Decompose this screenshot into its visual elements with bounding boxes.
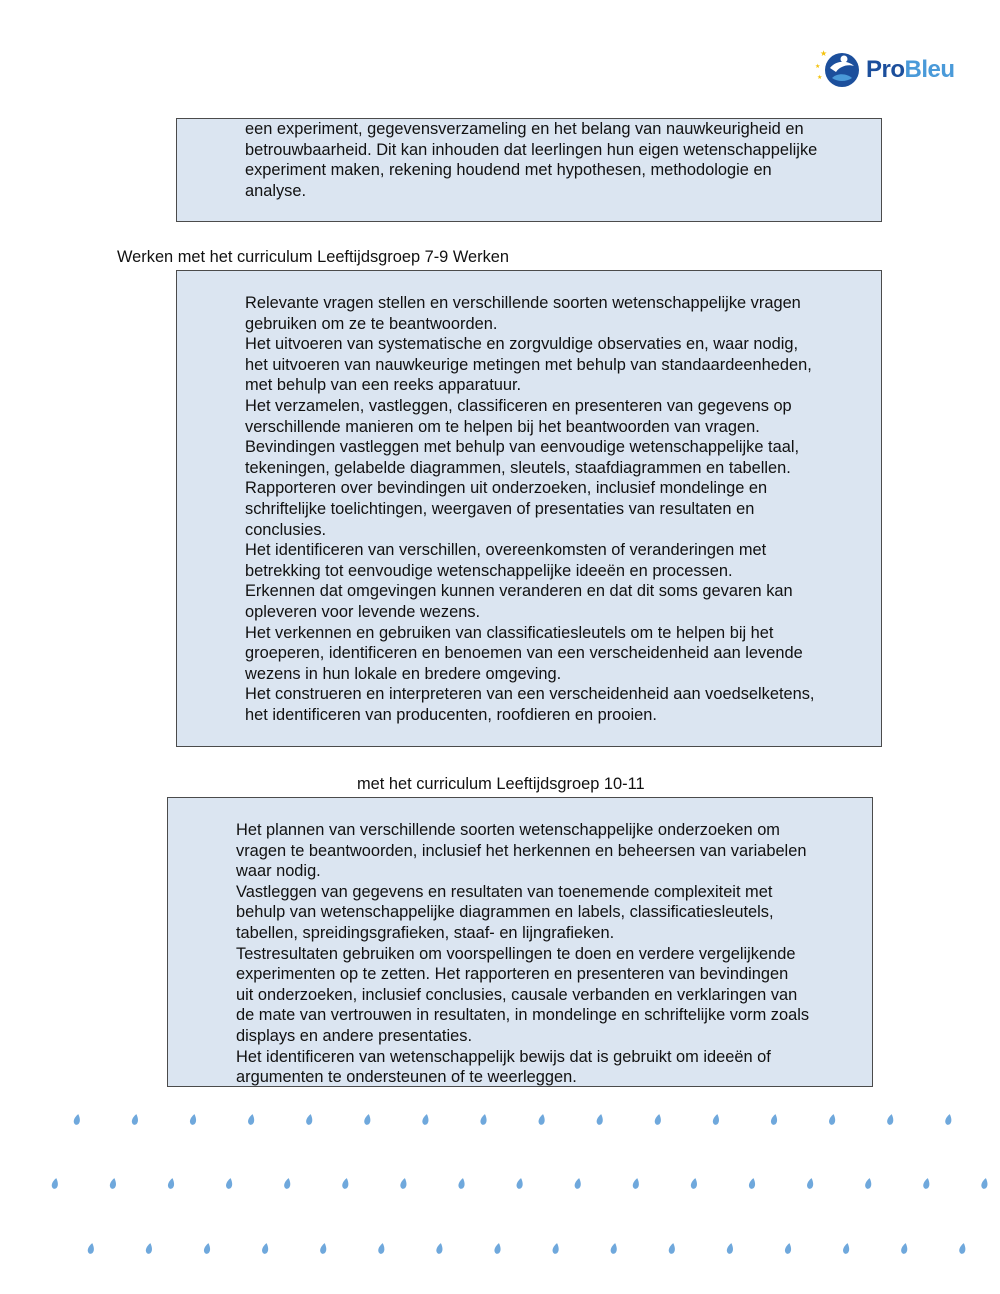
text-line: Het uitvoeren van systematische en zorgvuldige observaties en, waar nodig, xyxy=(245,335,799,354)
drop-icon xyxy=(748,1178,756,1190)
curriculum-box-intro xyxy=(176,118,882,222)
text-line: het identificeren van producenten, roofdieren en prooien. xyxy=(245,705,657,724)
curriculum-box-7-9 xyxy=(176,270,882,747)
probleu-logo xyxy=(814,46,964,92)
drop-icon xyxy=(828,1114,836,1126)
text-line: Het identificeren van wetenschappelijk bewijs dat is gebruikt om ideeën of xyxy=(236,1047,771,1066)
text-line: Relevante vragen stellen en verschillende soorten wetenschappelijke vragen xyxy=(245,294,801,312)
drop-icon xyxy=(73,1114,81,1126)
text-line: analyse. xyxy=(245,181,307,200)
text-line: experimenten op te zetten. Het rapporteren en presenteren van bevindingen xyxy=(236,965,789,984)
drop-icon xyxy=(981,1178,989,1190)
drop-icon xyxy=(900,1243,908,1255)
drop-icon xyxy=(422,1114,430,1126)
drop-icon xyxy=(574,1178,582,1190)
drop-icon xyxy=(225,1178,233,1190)
text-line: Het verzamelen, vastleggen, classificeren en presenteren van gegevens op xyxy=(245,396,792,415)
drop-icon xyxy=(770,1114,778,1126)
text-line: wezens in hun lokale en bredere omgeving. xyxy=(245,664,562,683)
text-line: argumenten te ondersteunen of te weerleggen. xyxy=(236,1068,577,1087)
text-line: waar nodig. xyxy=(236,862,321,881)
drop-icon xyxy=(436,1243,444,1255)
text-line: Rapporteren over bevindingen uit onderzoeken, inclusief mondelinge en xyxy=(245,479,768,498)
drop-icon xyxy=(480,1114,488,1126)
drop-pattern xyxy=(0,1100,1000,1294)
drop-icon xyxy=(131,1114,139,1126)
section-heading-7-9: Werken met het curriculum Leeftijdsgroep 7-9 Werken xyxy=(117,248,510,266)
text-line: Vastleggen van gegevens en resultaten van toenemende complexiteit met xyxy=(236,882,773,901)
text-line: gebruiken om ze te beantwoorden. xyxy=(245,314,498,333)
drop-icon xyxy=(305,1114,313,1126)
probleu-logo-icon xyxy=(814,46,862,92)
text-line: conclusies. xyxy=(245,520,327,539)
drop-icon xyxy=(203,1243,211,1255)
text-line: de mate van vertrouwen in resultaten, in mondelinge en schriftelijke vorm zoals xyxy=(236,1006,810,1025)
box-text xyxy=(245,119,817,201)
drop-icon xyxy=(668,1243,676,1255)
text-line: betrouwbaarheid. Dit kan inhouden dat leerlingen hun eigen wetenschappelijke xyxy=(245,140,818,159)
box-text xyxy=(236,820,809,1088)
drop-icon xyxy=(690,1178,698,1190)
drop-icon xyxy=(726,1243,734,1255)
drop-icon xyxy=(959,1243,967,1255)
drop-icon xyxy=(596,1114,604,1126)
text-line: tekeningen, gelabelde diagrammen, sleutels, staafdiagrammen en tabellen. xyxy=(245,458,791,477)
drop-icon xyxy=(458,1178,466,1190)
text-line: experiment maken, rekening houdend met hypothesen, methodologie en xyxy=(245,161,772,180)
text-line: uit onderzoeken, inclusief conclusies, causale verbanden en verklaringen van xyxy=(236,985,798,1004)
text-line: behulp van wetenschappelijke diagrammen en labels, classificatiesleutels, xyxy=(236,903,774,922)
text-line: Het identificeren van verschillen, overeenkomsten of veranderingen met xyxy=(245,541,767,560)
drop-icon xyxy=(842,1243,850,1255)
text-line: het uitvoeren van nauwkeurige metingen met behulp van standaardeenheden, xyxy=(245,355,812,374)
text-line: betrekking tot eenvoudige wetenschappelijke ideeën en processen. xyxy=(245,561,733,580)
drop-icon xyxy=(806,1178,814,1190)
text-line: vragen te beantwoorden, inclusief het herkennen en beheersen van variabelen xyxy=(236,841,807,860)
section-heading-10-11: met het curriculum Leeftijdsgroep 10-11 xyxy=(357,775,645,793)
drop-icon xyxy=(516,1178,524,1190)
text-line: Bevindingen vastleggen met behulp van eenvoudige wetenschappelijke taal, xyxy=(245,438,800,457)
text-line: opleveren voor levende wezens. xyxy=(245,602,481,621)
svg-text:★: ★ xyxy=(815,63,821,70)
drop-icon xyxy=(400,1178,408,1190)
drop-icon xyxy=(189,1114,197,1126)
drop-icon xyxy=(109,1178,117,1190)
text-line: displays en andere presentaties. xyxy=(236,1026,472,1045)
drop-icon xyxy=(378,1243,386,1255)
drop-icon xyxy=(261,1243,269,1255)
text-line: Het verkennen en gebruiken van classificatiesleutels om te helpen bij het xyxy=(245,623,774,642)
logo-text: ProBleu xyxy=(866,56,955,83)
curriculum-box-10-11 xyxy=(167,797,873,1087)
drop-icon xyxy=(167,1178,175,1190)
drop-icon xyxy=(538,1114,546,1126)
text-line: Het construeren en interpreteren van een verscheidenheid aan voedselketens, xyxy=(245,685,815,704)
drop-icon xyxy=(654,1114,662,1126)
box-text xyxy=(245,293,815,725)
text-line: een experiment, gegevensverzameling en het belang van nauwkeurigheid en xyxy=(245,120,804,138)
text-line: Het plannen van verschillende soorten wetenschappelijke onderzoeken om xyxy=(236,821,780,839)
text-line: tabellen, spreidingsgrafieken, staaf- en lijngrafieken. xyxy=(236,923,615,942)
drop-icon xyxy=(283,1178,291,1190)
svg-text:★: ★ xyxy=(820,49,828,58)
svg-text:★: ★ xyxy=(817,74,823,81)
drop-icon xyxy=(552,1243,560,1255)
text-line: verschillende manieren om te helpen bij het beantwoorden van vragen. xyxy=(245,417,760,436)
drop-icon xyxy=(364,1114,372,1126)
drop-icon xyxy=(145,1243,153,1255)
drop-icon xyxy=(247,1114,255,1126)
drop-icon xyxy=(923,1178,931,1190)
text-line: Erkennen dat omgevingen kunnen veranderen en dat dit soms gevaren kan xyxy=(245,582,793,601)
drop-icon xyxy=(945,1114,953,1126)
drop-icon xyxy=(51,1178,59,1190)
drop-icon xyxy=(342,1178,350,1190)
text-line: Testresultaten gebruiken om voorspellingen te doen en verdere vergelijkende xyxy=(236,944,796,963)
drop-icon xyxy=(610,1243,618,1255)
text-line: met behulp van een reeks apparatuur. xyxy=(245,376,522,395)
drop-icon xyxy=(712,1114,720,1126)
drop-icon xyxy=(886,1114,894,1126)
text-line: schriftelijke toelichtingen, weergaven of presentaties van resultaten en xyxy=(245,499,755,518)
drop-icon xyxy=(87,1243,95,1255)
drop-icon xyxy=(864,1178,872,1190)
drop-icon xyxy=(632,1178,640,1190)
text-line: groeperen, identificeren en benoemen van een verscheidenheid aan levende xyxy=(245,644,803,663)
drop-icon xyxy=(319,1243,327,1255)
drop-icon xyxy=(784,1243,792,1255)
drop-icon xyxy=(494,1243,502,1255)
